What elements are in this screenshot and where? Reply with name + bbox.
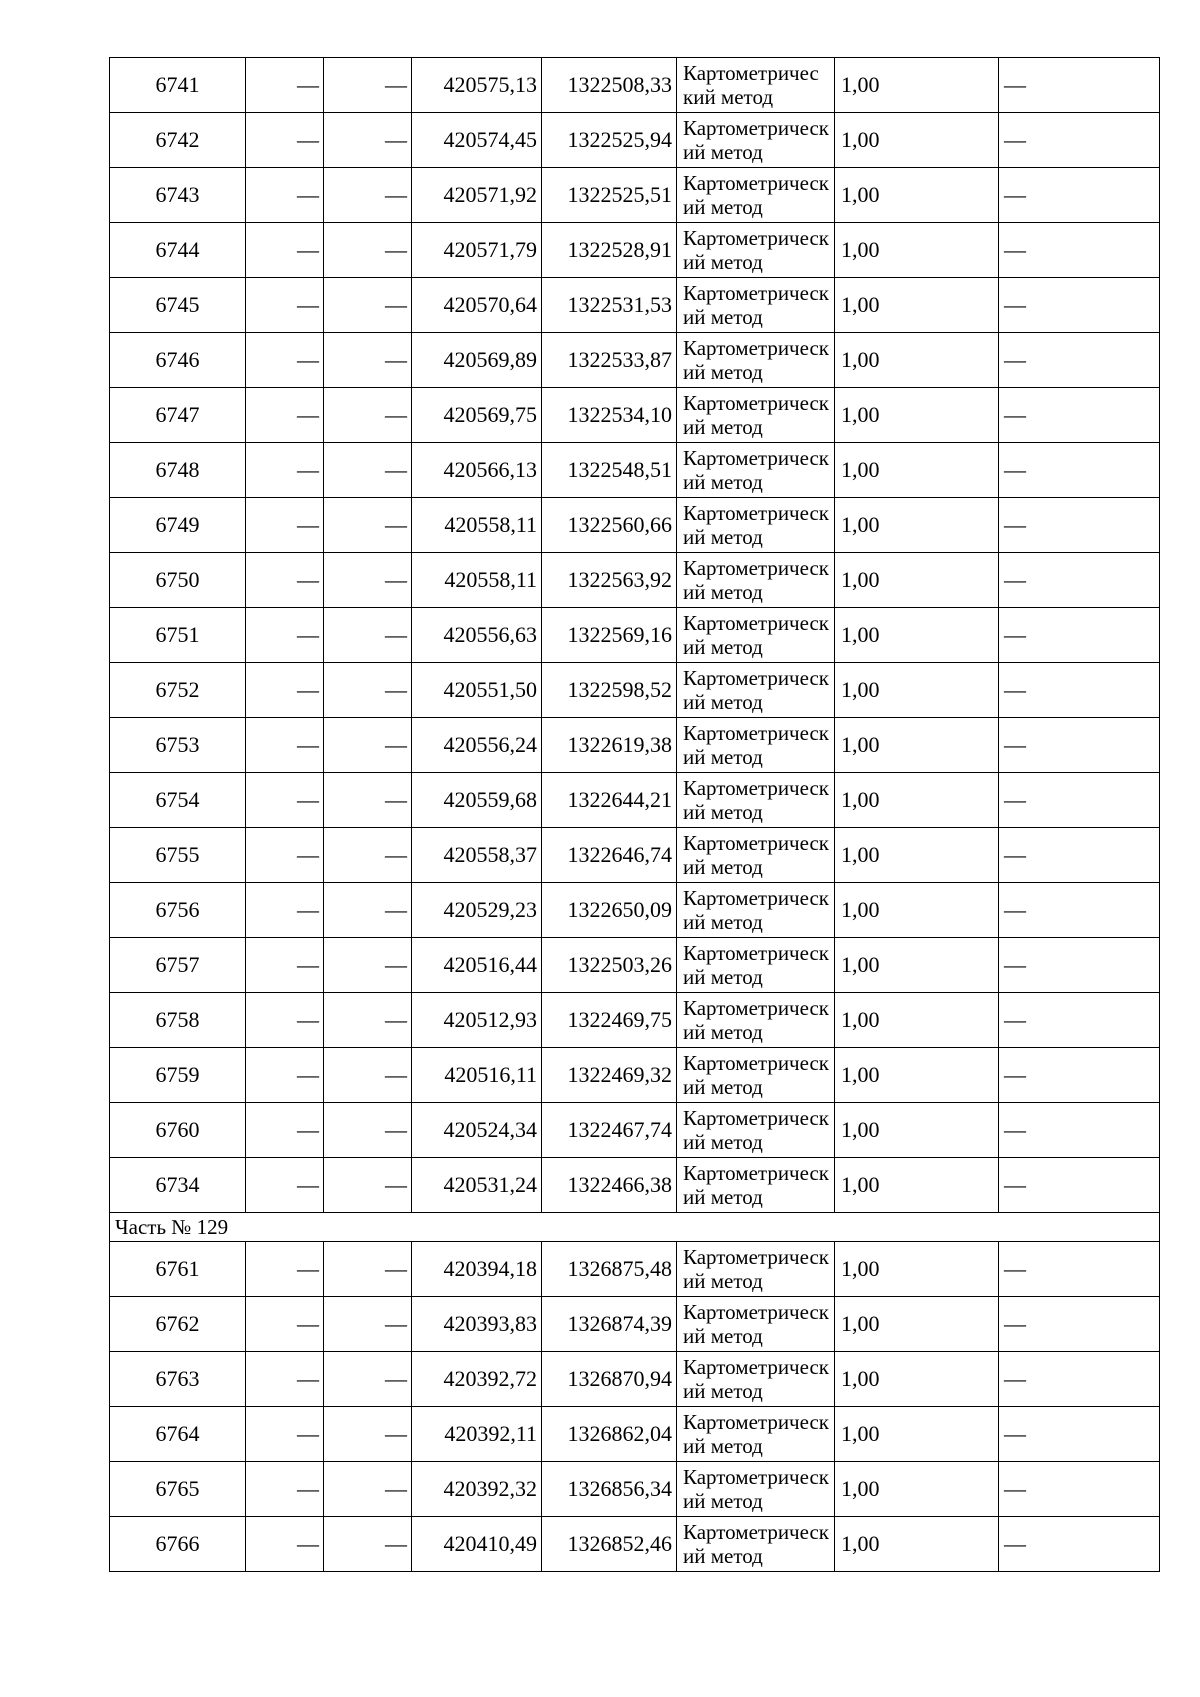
x-coordinate-cell: 420566,13 — [412, 443, 542, 498]
empty-value-cell: — — [246, 828, 324, 883]
point-number-cell: 6752 — [110, 663, 246, 718]
y-coordinate-cell: 1322534,10 — [542, 388, 677, 443]
empty-value-cell: — — [324, 1297, 412, 1352]
method-cell: Картометрический метод — [677, 1297, 835, 1352]
y-coordinate-cell: 1322508,33 — [542, 58, 677, 113]
method-cell: Картометрический метод — [677, 773, 835, 828]
empty-value-cell: — — [324, 553, 412, 608]
accuracy-cell: 1,00 — [835, 278, 999, 333]
empty-value-cell: — — [324, 1407, 412, 1462]
table-row — [110, 883, 1160, 938]
point-number-cell: 6747 — [110, 388, 246, 443]
empty-value-cell: — — [246, 1352, 324, 1407]
method-cell: Картометрический метод — [677, 718, 835, 773]
accuracy-cell: 1,00 — [835, 1048, 999, 1103]
y-coordinate-cell: 1322466,38 — [542, 1158, 677, 1213]
method-cell: Картометрический метод — [677, 1103, 835, 1158]
x-coordinate-cell: 420392,32 — [412, 1462, 542, 1517]
y-coordinate-cell: 1322560,66 — [542, 498, 677, 553]
description-cell: — — [999, 1103, 1160, 1158]
table-row — [110, 333, 1160, 388]
description-cell: — — [999, 718, 1160, 773]
accuracy-cell: 1,00 — [835, 1103, 999, 1158]
accuracy-cell: 1,00 — [835, 938, 999, 993]
table-row — [110, 498, 1160, 553]
method-cell: Картометрический метод — [677, 443, 835, 498]
empty-value-cell: — — [246, 168, 324, 223]
empty-value-cell: — — [246, 1462, 324, 1517]
table-row — [110, 1297, 1160, 1352]
empty-value-cell: — — [246, 608, 324, 663]
x-coordinate-cell: 420558,11 — [412, 553, 542, 608]
empty-value-cell: — — [246, 498, 324, 553]
method-cell: Картометрический метод — [677, 58, 835, 113]
method-cell: Картометрический метод — [677, 113, 835, 168]
x-coordinate-cell: 420392,11 — [412, 1407, 542, 1462]
method-cell: Картометрический метод — [677, 1048, 835, 1103]
description-cell: — — [999, 1158, 1160, 1213]
accuracy-cell: 1,00 — [835, 773, 999, 828]
y-coordinate-cell: 1322619,38 — [542, 718, 677, 773]
table-row — [110, 1462, 1160, 1517]
empty-value-cell: — — [324, 443, 412, 498]
x-coordinate-cell: 420512,93 — [412, 993, 542, 1048]
accuracy-cell: 1,00 — [835, 553, 999, 608]
empty-value-cell: — — [246, 388, 324, 443]
empty-value-cell: — — [246, 278, 324, 333]
table-row — [110, 608, 1160, 663]
description-cell: — — [999, 773, 1160, 828]
section-header-row — [110, 1213, 1160, 1242]
empty-value-cell: — — [246, 718, 324, 773]
y-coordinate-cell: 1326870,94 — [542, 1352, 677, 1407]
method-cell: Картометрический метод — [677, 168, 835, 223]
method-cell: Картометрический метод — [677, 608, 835, 663]
accuracy-cell: 1,00 — [835, 1517, 999, 1572]
description-cell: — — [999, 1352, 1160, 1407]
point-number-cell: 6749 — [110, 498, 246, 553]
accuracy-cell: 1,00 — [835, 388, 999, 443]
empty-value-cell: — — [246, 1103, 324, 1158]
empty-value-cell: — — [246, 1517, 324, 1572]
empty-value-cell: — — [246, 938, 324, 993]
table-row — [110, 1242, 1160, 1297]
point-number-cell: 6755 — [110, 828, 246, 883]
x-coordinate-cell: 420558,37 — [412, 828, 542, 883]
description-cell: — — [999, 828, 1160, 883]
table-row — [110, 1352, 1160, 1407]
method-cell: Картометрический метод — [677, 663, 835, 718]
empty-value-cell: — — [324, 1242, 412, 1297]
accuracy-cell: 1,00 — [835, 608, 999, 663]
x-coordinate-cell: 420531,24 — [412, 1158, 542, 1213]
point-number-cell: 6759 — [110, 1048, 246, 1103]
x-coordinate-cell: 420571,79 — [412, 223, 542, 278]
empty-value-cell: — — [246, 1048, 324, 1103]
table-row — [110, 718, 1160, 773]
description-cell: — — [999, 1297, 1160, 1352]
accuracy-cell: 1,00 — [835, 1242, 999, 1297]
method-cell: Картометрический метод — [677, 993, 835, 1048]
x-coordinate-cell: 420574,45 — [412, 113, 542, 168]
point-number-cell: 6757 — [110, 938, 246, 993]
point-number-cell: 6744 — [110, 223, 246, 278]
point-number-cell: 6748 — [110, 443, 246, 498]
table-row — [110, 1407, 1160, 1462]
x-coordinate-cell: 420570,64 — [412, 278, 542, 333]
empty-value-cell: — — [324, 608, 412, 663]
table-body — [110, 58, 1160, 1572]
method-cell: Картометрический метод — [677, 828, 835, 883]
empty-value-cell: — — [246, 553, 324, 608]
point-number-cell: 6743 — [110, 168, 246, 223]
x-coordinate-cell: 420516,11 — [412, 1048, 542, 1103]
empty-value-cell: — — [324, 993, 412, 1048]
empty-value-cell: — — [324, 168, 412, 223]
accuracy-cell: 1,00 — [835, 1158, 999, 1213]
point-number-cell: 6761 — [110, 1242, 246, 1297]
method-cell: Картометрический метод — [677, 498, 835, 553]
empty-value-cell: — — [324, 1462, 412, 1517]
y-coordinate-cell: 1322646,74 — [542, 828, 677, 883]
table-row — [110, 58, 1160, 113]
y-coordinate-cell: 1322563,92 — [542, 553, 677, 608]
empty-value-cell: — — [324, 1517, 412, 1572]
accuracy-cell: 1,00 — [835, 1297, 999, 1352]
x-coordinate-cell: 420529,23 — [412, 883, 542, 938]
accuracy-cell: 1,00 — [835, 883, 999, 938]
empty-value-cell: — — [246, 883, 324, 938]
accuracy-cell: 1,00 — [835, 333, 999, 388]
x-coordinate-cell: 420569,89 — [412, 333, 542, 388]
description-cell: — — [999, 333, 1160, 388]
y-coordinate-cell: 1322533,87 — [542, 333, 677, 388]
y-coordinate-cell: 1322598,52 — [542, 663, 677, 718]
empty-value-cell: — — [324, 1048, 412, 1103]
y-coordinate-cell: 1322525,51 — [542, 168, 677, 223]
empty-value-cell: — — [246, 1407, 324, 1462]
description-cell: — — [999, 168, 1160, 223]
description-cell: — — [999, 388, 1160, 443]
empty-value-cell: — — [324, 663, 412, 718]
method-cell: Картометрический метод — [677, 1352, 835, 1407]
y-coordinate-cell: 1322503,26 — [542, 938, 677, 993]
point-number-cell: 6754 — [110, 773, 246, 828]
empty-value-cell: — — [246, 663, 324, 718]
x-coordinate-cell: 420569,75 — [412, 388, 542, 443]
point-number-cell: 6765 — [110, 1462, 246, 1517]
point-number-cell: 6745 — [110, 278, 246, 333]
point-number-cell: 6734 — [110, 1158, 246, 1213]
accuracy-cell: 1,00 — [835, 498, 999, 553]
point-number-cell: 6762 — [110, 1297, 246, 1352]
empty-value-cell: — — [246, 58, 324, 113]
description-cell: — — [999, 1407, 1160, 1462]
x-coordinate-cell: 420410,49 — [412, 1517, 542, 1572]
y-coordinate-cell: 1322469,32 — [542, 1048, 677, 1103]
y-coordinate-cell: 1326852,46 — [542, 1517, 677, 1572]
accuracy-cell: 1,00 — [835, 58, 999, 113]
method-cell: Картометрический метод — [677, 1242, 835, 1297]
table-row — [110, 1048, 1160, 1103]
y-coordinate-cell: 1326856,34 — [542, 1462, 677, 1517]
description-cell: — — [999, 223, 1160, 278]
method-cell: Картометрический метод — [677, 938, 835, 993]
x-coordinate-cell: 420516,44 — [412, 938, 542, 993]
table-row — [110, 223, 1160, 278]
point-number-cell: 6750 — [110, 553, 246, 608]
table-row — [110, 938, 1160, 993]
table-row — [110, 773, 1160, 828]
empty-value-cell: — — [324, 388, 412, 443]
empty-value-cell: — — [246, 1242, 324, 1297]
empty-value-cell: — — [324, 883, 412, 938]
description-cell: — — [999, 1462, 1160, 1517]
empty-value-cell: — — [246, 113, 324, 168]
empty-value-cell: — — [324, 1158, 412, 1213]
point-number-cell: 6760 — [110, 1103, 246, 1158]
method-cell: Картометрический метод — [677, 553, 835, 608]
method-cell: Картометрический метод — [677, 1407, 835, 1462]
x-coordinate-cell: 420392,72 — [412, 1352, 542, 1407]
table-row — [110, 113, 1160, 168]
empty-value-cell: — — [246, 1297, 324, 1352]
point-number-cell: 6746 — [110, 333, 246, 388]
empty-value-cell: — — [246, 1158, 324, 1213]
accuracy-cell: 1,00 — [835, 1462, 999, 1517]
y-coordinate-cell: 1322525,94 — [542, 113, 677, 168]
empty-value-cell: — — [324, 278, 412, 333]
point-number-cell: 6753 — [110, 718, 246, 773]
accuracy-cell: 1,00 — [835, 718, 999, 773]
empty-value-cell: — — [246, 443, 324, 498]
x-coordinate-cell: 420556,63 — [412, 608, 542, 663]
x-coordinate-cell: 420558,11 — [412, 498, 542, 553]
empty-value-cell: — — [324, 333, 412, 388]
accuracy-cell: 1,00 — [835, 443, 999, 498]
method-cell: Картометрический метод — [677, 388, 835, 443]
description-cell: — — [999, 58, 1160, 113]
table-row — [110, 993, 1160, 1048]
description-cell: — — [999, 993, 1160, 1048]
table-row — [110, 168, 1160, 223]
coordinates-table — [109, 57, 1160, 1572]
table-row — [110, 1158, 1160, 1213]
x-coordinate-cell: 420571,92 — [412, 168, 542, 223]
description-cell: — — [999, 498, 1160, 553]
empty-value-cell: — — [246, 223, 324, 278]
empty-value-cell: — — [246, 773, 324, 828]
x-coordinate-cell: 420394,18 — [412, 1242, 542, 1297]
x-coordinate-cell: 420575,13 — [412, 58, 542, 113]
point-number-cell: 6741 — [110, 58, 246, 113]
accuracy-cell: 1,00 — [835, 168, 999, 223]
table-row — [110, 278, 1160, 333]
empty-value-cell: — — [324, 718, 412, 773]
description-cell: — — [999, 443, 1160, 498]
empty-value-cell: — — [324, 828, 412, 883]
empty-value-cell: — — [246, 993, 324, 1048]
y-coordinate-cell: 1322469,75 — [542, 993, 677, 1048]
method-cell: Картометрический метод — [677, 278, 835, 333]
method-cell: Картометрический метод — [677, 1158, 835, 1213]
empty-value-cell: — — [324, 1103, 412, 1158]
accuracy-cell: 1,00 — [835, 828, 999, 883]
accuracy-cell: 1,00 — [835, 113, 999, 168]
method-cell: Картометрический метод — [677, 883, 835, 938]
accuracy-cell: 1,00 — [835, 993, 999, 1048]
y-coordinate-cell: 1322548,51 — [542, 443, 677, 498]
description-cell: — — [999, 663, 1160, 718]
table-row — [110, 828, 1160, 883]
point-number-cell: 6758 — [110, 993, 246, 1048]
method-cell: Картометрический метод — [677, 1462, 835, 1517]
table-row — [110, 388, 1160, 443]
section-label: Часть № 129 — [110, 1213, 1160, 1242]
point-number-cell: 6756 — [110, 883, 246, 938]
table-row — [110, 1517, 1160, 1572]
y-coordinate-cell: 1322644,21 — [542, 773, 677, 828]
description-cell: — — [999, 938, 1160, 993]
method-cell: Картометрический метод — [677, 223, 835, 278]
description-cell: — — [999, 608, 1160, 663]
y-coordinate-cell: 1322467,74 — [542, 1103, 677, 1158]
method-cell: Картометрический метод — [677, 1517, 835, 1572]
empty-value-cell: — — [324, 113, 412, 168]
table-row — [110, 1103, 1160, 1158]
description-cell: — — [999, 1048, 1160, 1103]
empty-value-cell: — — [324, 773, 412, 828]
point-number-cell: 6766 — [110, 1517, 246, 1572]
accuracy-cell: 1,00 — [835, 223, 999, 278]
y-coordinate-cell: 1322528,91 — [542, 223, 677, 278]
table-row — [110, 443, 1160, 498]
point-number-cell: 6764 — [110, 1407, 246, 1462]
empty-value-cell: — — [324, 58, 412, 113]
description-cell: — — [999, 883, 1160, 938]
description-cell: — — [999, 113, 1160, 168]
y-coordinate-cell: 1322569,16 — [542, 608, 677, 663]
y-coordinate-cell: 1326875,48 — [542, 1242, 677, 1297]
point-number-cell: 6751 — [110, 608, 246, 663]
y-coordinate-cell: 1326862,04 — [542, 1407, 677, 1462]
empty-value-cell: — — [246, 333, 324, 388]
x-coordinate-cell: 420524,34 — [412, 1103, 542, 1158]
description-cell: — — [999, 278, 1160, 333]
point-number-cell: 6763 — [110, 1352, 246, 1407]
empty-value-cell: — — [324, 938, 412, 993]
description-cell: — — [999, 1242, 1160, 1297]
y-coordinate-cell: 1326874,39 — [542, 1297, 677, 1352]
y-coordinate-cell: 1322650,09 — [542, 883, 677, 938]
accuracy-cell: 1,00 — [835, 1407, 999, 1462]
x-coordinate-cell: 420559,68 — [412, 773, 542, 828]
accuracy-cell: 1,00 — [835, 663, 999, 718]
empty-value-cell: — — [324, 1352, 412, 1407]
accuracy-cell: 1,00 — [835, 1352, 999, 1407]
description-cell: — — [999, 1517, 1160, 1572]
table-row — [110, 553, 1160, 608]
point-number-cell: 6742 — [110, 113, 246, 168]
empty-value-cell: — — [324, 498, 412, 553]
y-coordinate-cell: 1322531,53 — [542, 278, 677, 333]
empty-value-cell: — — [324, 223, 412, 278]
x-coordinate-cell: 420393,83 — [412, 1297, 542, 1352]
table-row — [110, 663, 1160, 718]
x-coordinate-cell: 420556,24 — [412, 718, 542, 773]
description-cell: — — [999, 553, 1160, 608]
x-coordinate-cell: 420551,50 — [412, 663, 542, 718]
method-cell: Картометрический метод — [677, 333, 835, 388]
